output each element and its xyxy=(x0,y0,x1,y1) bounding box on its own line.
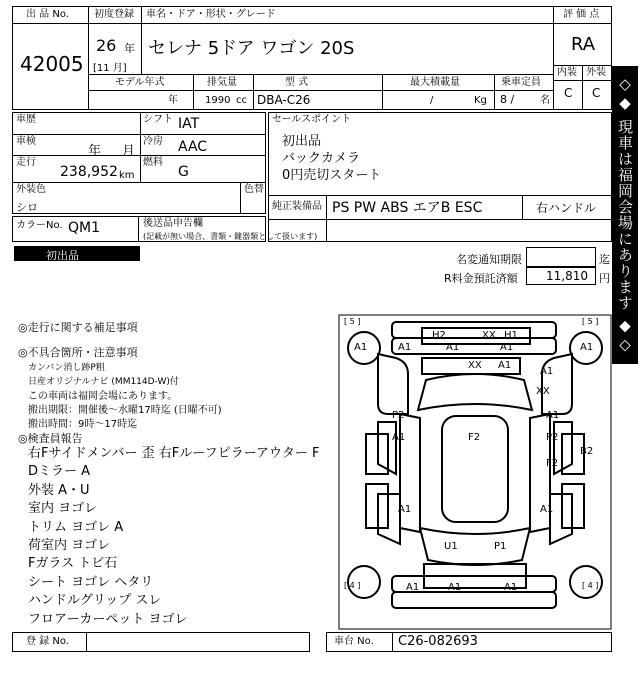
inspection-month-unit: 月 xyxy=(122,144,136,159)
damage-mark: A1 xyxy=(540,504,554,515)
tire-front-left: [ 5 ] xyxy=(344,317,361,326)
type-label: 型 式 xyxy=(285,77,309,88)
recycle-label: R料金預託済額 xyxy=(444,272,518,285)
damage-mark: A1 xyxy=(398,504,412,515)
supplement-title: ◎走行に関する補足事項 xyxy=(18,321,138,334)
damage-mark: F2 xyxy=(546,458,559,469)
ac-value: AAC xyxy=(178,139,208,155)
steering-side: 右ハンドル xyxy=(536,201,597,215)
damage-mark: A1 xyxy=(504,582,518,593)
damage-mark: B2 xyxy=(580,446,594,457)
inspector-line: 室内 ヨゴレ xyxy=(28,501,98,516)
color-change-label: 色替 xyxy=(244,184,264,195)
inspector-line: 外装 A・U xyxy=(28,483,90,498)
damage-mark: A1 xyxy=(540,366,554,377)
genuine-label: 純正装備品 xyxy=(272,201,322,212)
ext-color-value: シロ xyxy=(16,201,38,214)
mileage-value: 238,952 xyxy=(60,164,118,180)
damage-mark: XX xyxy=(536,386,550,397)
damage-mark: H1 xyxy=(504,330,518,341)
defect-line: 搬出時間：9時～17時迄 xyxy=(28,419,138,430)
damage-mark: A1 xyxy=(580,342,594,353)
damage-mark: A1 xyxy=(406,582,420,593)
damage-mark: F2 xyxy=(468,432,481,443)
fuel-label: 燃料 xyxy=(143,157,163,168)
inspector-line: トリム ヨゴレ A xyxy=(28,520,124,535)
lot-number: 42005 xyxy=(20,52,84,76)
capacity: 8 / xyxy=(500,93,515,106)
details-frame xyxy=(12,112,266,214)
damage-mark: A1 xyxy=(354,342,368,353)
displacement-unit: cc xyxy=(236,95,247,106)
defect-line: 搬出期限：開催後～水曜17時迄 (日曜不可) xyxy=(28,405,222,416)
inspector-line: シート ヨゴレ ヘタリ xyxy=(28,575,154,590)
inspection-label: 車検 xyxy=(16,136,36,147)
rating-label: 評 価 点 xyxy=(563,9,600,20)
sales-point-1: 初出品 xyxy=(282,134,322,149)
max-load-sep: / xyxy=(430,95,434,106)
shift-value: IAT xyxy=(178,116,200,132)
inspection-year-unit: 年 xyxy=(88,144,102,159)
lot-label: 出 品 No. xyxy=(26,9,69,20)
inspector-line: ハンドルグリップ スレ xyxy=(28,593,162,608)
location-banner: ◇◆ 現車は福岡会場にあります ◆◇ xyxy=(612,66,638,364)
ext-color-label: 外装色 xyxy=(16,184,46,195)
damage-mark: U1 xyxy=(444,541,458,552)
reg-no-label: 登 録 No. xyxy=(26,636,69,647)
color-no-label: カラーNo. xyxy=(16,220,63,231)
damage-mark: A1 xyxy=(392,432,406,443)
deadline-box xyxy=(526,247,596,267)
defect-line: カンバン消し跡P粗 xyxy=(28,363,105,373)
sales-point-2: バックカメラ xyxy=(282,151,361,166)
shift-label: シフト xyxy=(143,114,173,125)
defect-line: 日産オリジナルナビ (MM114D-W)付 xyxy=(28,377,179,387)
displacement-label: 排気量 xyxy=(207,77,237,88)
damage-mark: P2 xyxy=(546,432,559,443)
first-reg-month: [11 月] xyxy=(93,63,127,74)
interior-grade: C xyxy=(564,86,573,100)
inspector-title: ◎検査員報告 xyxy=(18,432,83,445)
damage-mark: XX xyxy=(468,360,482,371)
inspector-line: 荷室内 ヨゴレ xyxy=(28,538,111,553)
mileage-unit: km xyxy=(119,170,135,181)
chassis-number: C26-082693 xyxy=(398,634,478,649)
sales-point-3: 0円売切スタート xyxy=(282,168,382,183)
rating-value: RA xyxy=(571,34,596,55)
exterior-grade: C xyxy=(592,86,601,100)
genuine-equipment: PS PW ABS エアB ESC xyxy=(332,200,483,216)
capacity-unit: 名 xyxy=(540,95,550,106)
interior-label: 内装 xyxy=(557,67,577,78)
damage-mark: H2 xyxy=(432,330,446,341)
damage-mark: A1 xyxy=(500,342,514,353)
recycle-amount: 11,810 xyxy=(546,269,588,283)
recycle-currency: 円 xyxy=(599,272,610,285)
tire-rear-left: [ 4 ] xyxy=(344,581,361,590)
car-name: セレナ 5ドア ワゴン 20S xyxy=(148,38,355,59)
car-name-label: 車名・ドア・形状・グレード xyxy=(146,9,276,20)
tire-rear-right: [ 4 ] xyxy=(582,581,599,590)
first-reg-label: 初度登録 xyxy=(94,9,134,20)
damage-mark: P2 xyxy=(392,410,405,421)
fuel-value: G xyxy=(178,164,189,180)
damage-mark: XX xyxy=(482,330,496,341)
exterior-label: 外装 xyxy=(586,67,606,78)
mileage-label: 走行 xyxy=(16,157,36,168)
capacity-label: 乗車定員 xyxy=(501,77,541,88)
displacement: 1990 xyxy=(205,95,231,106)
inspector-line: 右Fサイドメンバー 歪 右Fルーフピラーアウター F xyxy=(28,446,320,461)
model-year-unit: 年 xyxy=(168,95,178,106)
damage-mark: A1 xyxy=(546,410,560,421)
tire-front-right: [ 5 ] xyxy=(582,317,599,326)
damage-mark: A1 xyxy=(448,582,462,593)
sales-point-label: セールスポイント xyxy=(272,114,352,125)
defect-line: この車両は福岡会場にあります。 xyxy=(28,391,178,402)
deadline-label: 名変通知期限 xyxy=(456,253,522,266)
aftermarket-label: 後送品申告欄 xyxy=(143,218,203,229)
damage-mark: A1 xyxy=(498,360,512,371)
max-load-unit: Kg xyxy=(474,95,487,106)
type-value: DBA-C26 xyxy=(257,93,311,107)
inspector-line: フロアーカーペット ヨゴレ xyxy=(28,612,188,627)
max-load-label: 最大積載量 xyxy=(410,77,460,88)
history-label: 車歴 xyxy=(16,114,36,125)
damage-mark: A1 xyxy=(446,342,460,353)
inspector-line: Fガラス トビ石 xyxy=(28,556,118,571)
ac-label: 冷房 xyxy=(143,136,163,147)
first-reg-year: 26 xyxy=(96,36,117,55)
chassis-label: 車台 No. xyxy=(334,636,374,647)
year-unit: 年 xyxy=(124,42,135,55)
inspector-line: Dミラー A xyxy=(28,464,91,479)
defect-title: ◎不具合箇所・注意事項 xyxy=(18,346,138,359)
damage-mark: A1 xyxy=(398,342,412,353)
damage-mark: P1 xyxy=(494,541,507,552)
aftermarket-note: (記載が無い場合、書類・鍵器類として扱います) xyxy=(143,232,318,241)
color-no-value: QM1 xyxy=(68,220,101,236)
model-year-label: モデル年式 xyxy=(115,77,165,88)
first-listing-text: 初出品 xyxy=(46,249,79,262)
deadline-suffix: 迄 xyxy=(599,253,610,266)
